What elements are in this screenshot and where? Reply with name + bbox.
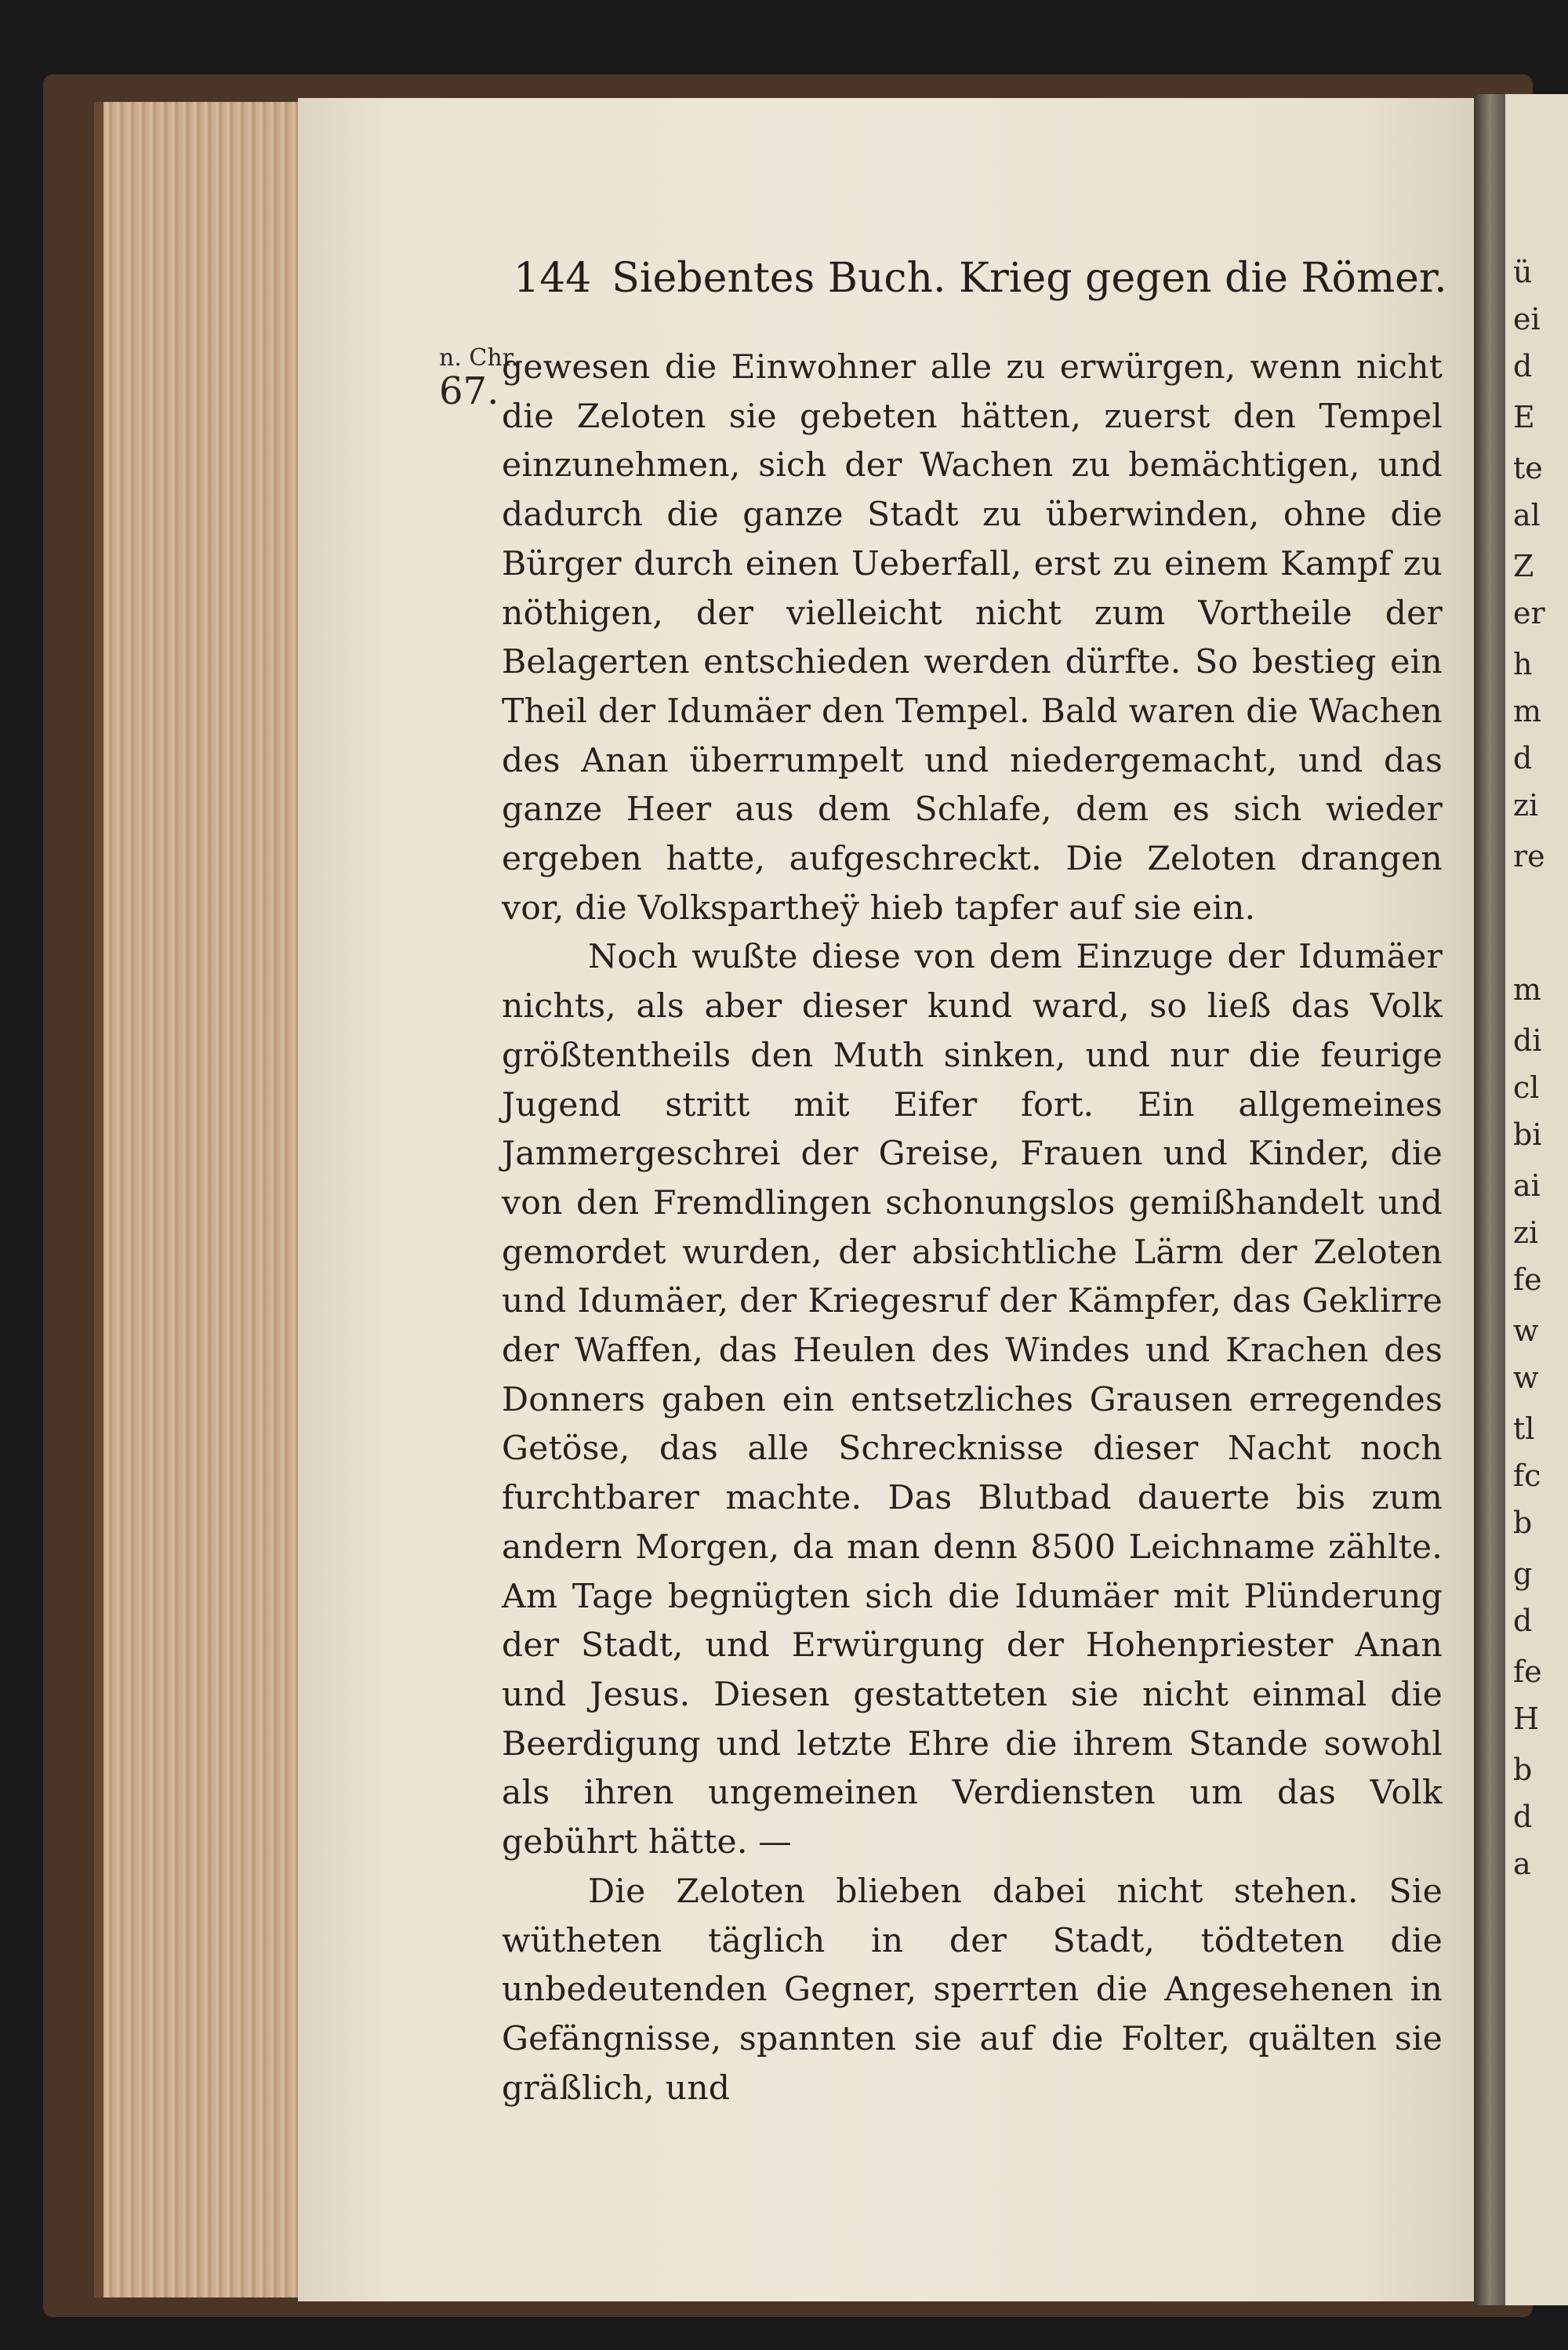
running-header bbox=[514, 255, 1447, 302]
next-page-fragment: tl bbox=[1513, 1411, 1535, 1446]
margin-era: n. Chr. bbox=[439, 344, 519, 372]
next-page-fragment: a bbox=[1513, 1847, 1531, 1881]
page-number: 144 bbox=[514, 255, 592, 302]
next-page-fragment: d bbox=[1513, 1604, 1533, 1638]
margin-year: 67. bbox=[439, 369, 499, 413]
next-page-fragment: zi bbox=[1513, 788, 1539, 823]
next-page-fragment: d bbox=[1513, 741, 1533, 775]
next-page-fragment: bi bbox=[1513, 1117, 1542, 1152]
next-page-fragment: m bbox=[1513, 972, 1542, 1007]
next-page-fragment: ü bbox=[1513, 255, 1533, 289]
next-page-fragment: ei bbox=[1513, 302, 1541, 336]
next-page-fragment: di bbox=[1513, 1023, 1542, 1058]
body-text bbox=[502, 343, 1443, 2113]
next-page-fragment: ai bbox=[1513, 1168, 1541, 1203]
next-page-fragment: H bbox=[1513, 1702, 1540, 1736]
next-page-fragment: te bbox=[1513, 451, 1543, 485]
paragraph-2: Noch wußte diese von dem Einzuge der Idumäer nichts, als aber dieser kund ward, so ließ das Volk größtentheils den Muth sinken, und nur die feurige Jugend stritt mit Eifer fort. Ein allgemeines Jammergeschrei der Greise, Frauen und Kinder, die von den Fremdlingen schonungslos gemißhandelt und gemordet wurden, der absichtliche Lärm der Zeloten und Idumäer, der Kriegesruf der Kämpfer, das Geklirre der Waffen, das Heulen des Windes und Krachen des Donners gaben ein entsetzliches Grausen erregendes Getöse, das alle Schrecknisse dieser Nacht noch furchtbarer machte. Das Blutbad dauerte bis zum andern Morgen, da man denn 8500 Leichname zählte. Am Tage begnügten sich die Idumäer mit Plünderung der Stadt, und Erwürgung der Hohenpriester Anan und Jesus. Diesen gestatteten sie nicht einmal die Beerdigung und letzte Ehre die ihrem Stande sowohl als ihren ungemeinen Verdiensten um das Volk gebührt hätte. — bbox=[502, 938, 1443, 1862]
next-page-fragment: d bbox=[1513, 1800, 1533, 1834]
next-page-fragment: re bbox=[1513, 839, 1545, 874]
next-page-fragment: fe bbox=[1513, 1654, 1542, 1689]
next-page-fragment: Z bbox=[1513, 549, 1534, 583]
next-page-fragment: b bbox=[1513, 1753, 1533, 1787]
next-page-fragment: fe bbox=[1513, 1262, 1542, 1297]
next-page-fragment: w bbox=[1513, 1360, 1539, 1395]
running-title: Siebentes Buch. Krieg gegen die Römer. bbox=[612, 255, 1447, 302]
next-page-fragment: b bbox=[1513, 1506, 1533, 1540]
next-page-fragment: cl bbox=[1513, 1070, 1540, 1105]
next-page-fragment: E bbox=[1513, 400, 1535, 434]
paragraph-3: Die Zeloten blieben dabei nicht stehen. Sie wütheten täglich in der Stadt, tödteten die unbedeutenden Gegner, sperrten die Angesehenen in Gefängnisse, spannten sie auf die Folter, quälten sie gräßlich, und bbox=[502, 1872, 1443, 2108]
paragraph-1: gewesen die Einwohner alle zu erwürgen, wenn nicht die Zeloten sie gebeten hätten, zuerst den Tempel einzunehmen, sich der Wachen zu bemächtigen, und dadurch die ganze Stadt zu überwinden, ohne die Bürger durch einen Ueberfall, erst zu einem Kampf zu nöthigen, der vielleicht nicht zum Vortheile der Belagerten entschieden werden dürfte. So bestieg ein Theil der Idumäer den Tempel. Bald waren die Wachen des Anan überrumpelt und niedergemacht, und das ganze Heer aus dem Schlafe, dem es sich wieder ergeben hatte, aufgeschreckt. Die Zeloten drangen vor, die Volkspartheÿ hieb tapfer auf sie ein. bbox=[502, 348, 1443, 928]
next-page-fragment: d bbox=[1513, 349, 1533, 383]
next-page-fragment: g bbox=[1513, 1556, 1533, 1591]
next-page-fragment: al bbox=[1513, 498, 1541, 532]
next-page-fragment: zi bbox=[1513, 1215, 1539, 1250]
next-page-fragment: fc bbox=[1513, 1458, 1541, 1493]
next-page-strip bbox=[1505, 94, 1568, 2305]
next-page-fragment: m bbox=[1513, 694, 1542, 728]
next-page-fragment: h bbox=[1513, 647, 1533, 681]
next-page-fragment: er bbox=[1513, 596, 1545, 630]
page-edges bbox=[94, 102, 315, 2297]
book-gutter bbox=[1474, 94, 1505, 2305]
next-page-fragment: w bbox=[1513, 1313, 1539, 1348]
